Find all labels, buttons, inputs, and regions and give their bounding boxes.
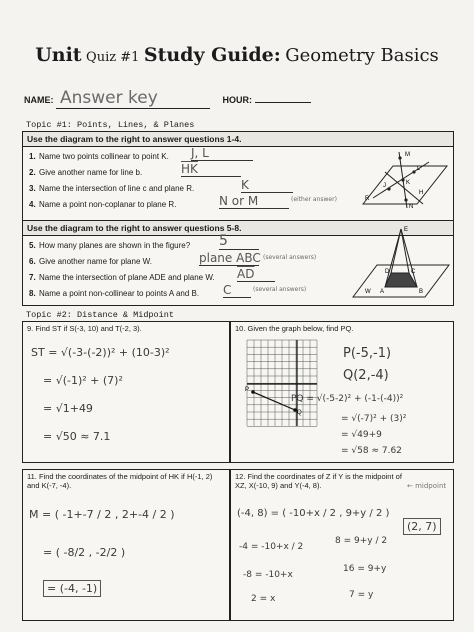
q12-note: ← midpoint [407, 482, 447, 490]
diagram1-label-H: H [419, 190, 424, 196]
q9-work-2: = √(-1)² + (7)² [43, 374, 123, 387]
answer-8-note: (several answers) [253, 286, 307, 293]
question-1: 1. Name two points collinear to point K. [29, 152, 169, 161]
title-study: Study Guide: [143, 44, 281, 66]
topic1-heading: Topic #1: Points, Lines, & Planes [26, 120, 195, 130]
answer-6[interactable]: plane ABC [199, 251, 261, 265]
question-12-text: 12. Find the coordinates of Z if Y is the midpoint of XZ, X(-10, 9) and Y(-4, 8). [235, 472, 402, 490]
diagram2-label-D: D [385, 269, 390, 275]
coordinate-grid [245, 338, 319, 428]
topic2-heading: Topic #2: Distance & Midpoint [26, 310, 174, 320]
q10-work-2: = √(-7)² + (3)² [341, 414, 407, 424]
name-row [24, 88, 311, 109]
diagram2-label-B: B [419, 289, 424, 295]
question-11-cell [22, 469, 230, 621]
title-subject: Geometry Basics [285, 45, 439, 66]
answer-6-note: (several answers) [263, 254, 317, 261]
question-9-cell [22, 321, 230, 463]
diagram1-label-N: N [409, 204, 414, 210]
title-quiz: Quiz #1 [86, 50, 140, 65]
name-field[interactable]: Answer key [56, 88, 210, 109]
question-8: 8. Name a point non-collinear to points A and B. [29, 289, 200, 298]
q12-work-4: -8 = -10+x [243, 570, 293, 580]
q9-work-1: ST = √(-3-(-2))² + (10-3)² [31, 346, 170, 359]
question-10-text: 10. Given the graph below, find PQ. [235, 324, 354, 333]
q10-point-q: Q(2,-4) [343, 368, 389, 383]
section1-box [22, 131, 454, 221]
q12-work-1: (-4, 8) = ( -10+x / 2 , 9+y / 2 ) [237, 508, 390, 519]
title-unit: Unit [35, 44, 82, 66]
q12-answer: (2, 7) [403, 518, 441, 535]
question-2: 2. Give another name for line b. [29, 168, 143, 177]
answer-4[interactable]: N or M [219, 194, 289, 209]
hour-label: HOUR: [222, 95, 253, 105]
hour-field[interactable] [255, 91, 311, 103]
pyramid-plane-diagram [349, 223, 453, 303]
question-5: 5. How many planes are shown in the figure? [29, 241, 191, 250]
answer-1[interactable]: J, L [191, 146, 253, 161]
q11-work-1: M = ( -1+-7 / 2 , 2+-4 / 2 ) [29, 508, 175, 521]
answer-2[interactable]: $\overline{HK}$ [181, 162, 241, 177]
name-label: NAME: [24, 95, 54, 105]
question-3: 3. Name the intersection of line c and plane R. [29, 184, 195, 193]
q11-work-2: = ( -8/2 , -2/2 ) [43, 546, 126, 559]
question-9-text: 9. Find ST if S(-3, 10) and T(-2, 3). [27, 324, 142, 333]
diagram1-label-R: R [365, 196, 370, 202]
q12-work-6: 2 = x [251, 594, 276, 604]
question-4: 4. Name a point non-coplanar to plane R. [29, 200, 177, 209]
section2-header: Use the diagram to the right to answer questions 5-8. [23, 221, 453, 236]
grid-label-P: P [245, 387, 250, 393]
question-10-cell [230, 321, 454, 463]
q10-work-1: PQ = √(-5-2)² + (-1-(-4))² [291, 394, 404, 404]
q12-work-3: 8 = 9+y / 2 [335, 536, 388, 546]
section1-header: Use the diagram to the right to answer questions 1-4. [23, 132, 453, 147]
diagram1-label-L: L [417, 166, 421, 172]
q11-answer: = (-4, -1) [43, 580, 101, 597]
q12-work-5: 16 = 9+y [343, 564, 387, 574]
diagram2-label-C: C [411, 269, 416, 275]
diagram1-label-J: J [383, 183, 386, 189]
planes-lines-diagram [343, 142, 451, 216]
q10-work-3: = √49+9 [341, 430, 382, 440]
grid-label-Q: Q [297, 410, 302, 416]
diagram1-label-M: M [405, 152, 410, 158]
q12-work-7: 7 = y [349, 590, 374, 600]
page-title [0, 44, 474, 66]
answer-3[interactable]: K [241, 178, 293, 193]
answer-8[interactable]: C [223, 283, 251, 298]
diagram1-label-K: K [406, 180, 411, 186]
question-7: 7. Name the intersection of plane ADE and plane W. [29, 273, 215, 282]
q9-work-4: = √50 ≈ 7.1 [43, 430, 111, 443]
answer-7[interactable]: $\overline{AD}$ [237, 267, 275, 282]
diagram2-label-A: A [380, 289, 385, 295]
question-6: 6. Give another name for plane W. [29, 257, 152, 266]
answer-4-note: (either answer) [291, 196, 337, 203]
question-12-cell [230, 469, 454, 621]
question-11-text: 11. Find the coordinates of the midpoint of HK if H(-1, 2) and K(-7, -4). [27, 472, 213, 490]
q10-work-4: = √58 ≈ 7.62 [341, 446, 402, 456]
diagram2-label-W: W [365, 289, 371, 295]
answer-5[interactable]: 5 [219, 233, 259, 250]
diagram2-label-E: E [404, 227, 409, 233]
q9-work-3: = √1+49 [43, 402, 93, 415]
section2-box [22, 220, 454, 306]
q12-work-2: -4 = -10+x / 2 [239, 542, 304, 552]
q10-point-p: P(-5,-1) [343, 346, 392, 361]
